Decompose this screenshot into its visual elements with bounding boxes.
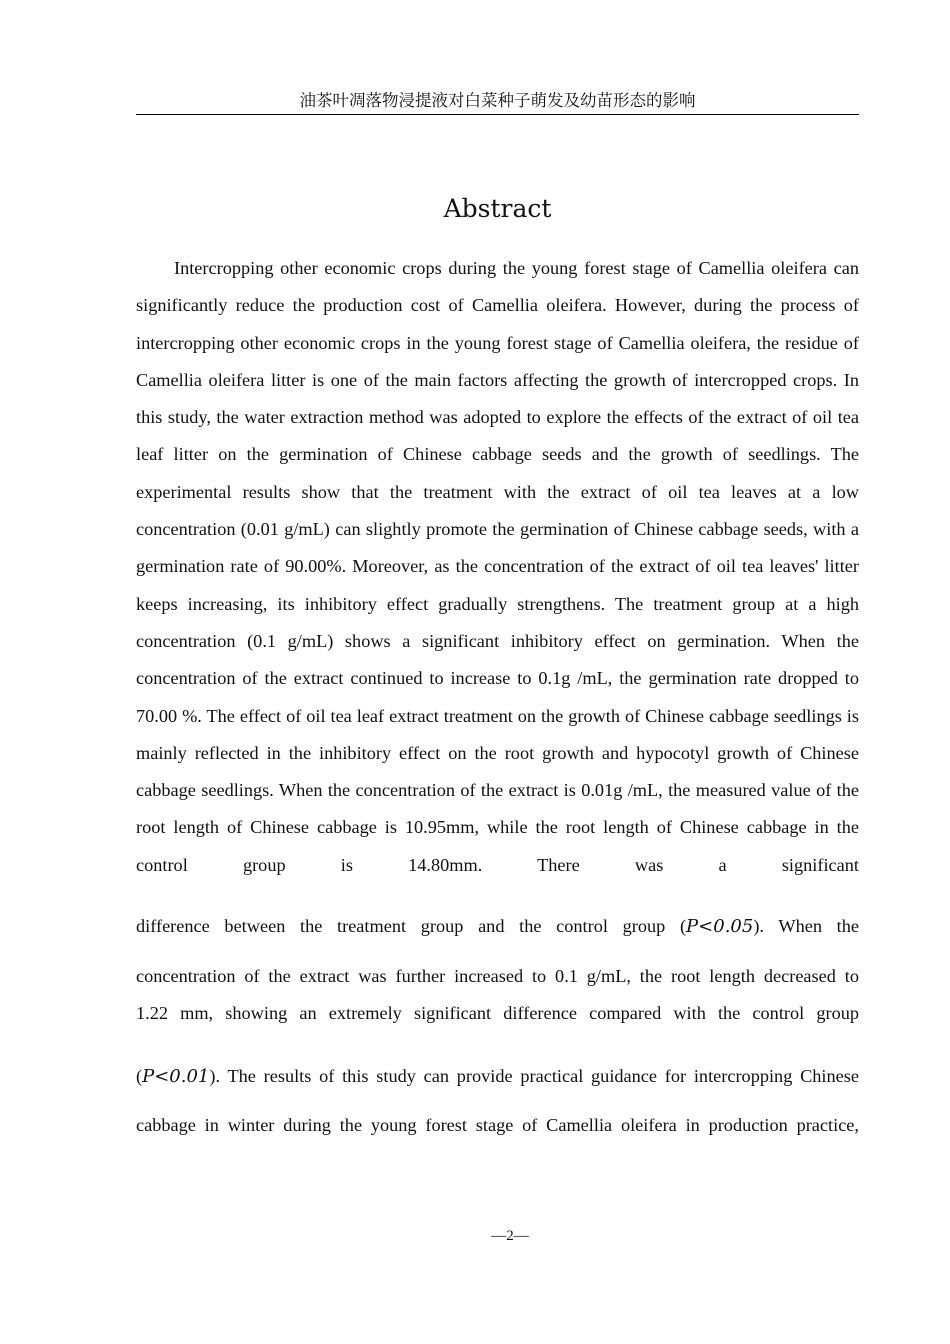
section-title: Abstract — [443, 194, 552, 223]
p-value: P<0.01 — [142, 1066, 210, 1087]
abstract-text: ( — [136, 1066, 143, 1086]
abstract-line: concentration of the extract was further increased to 0.1 g/mL, the root length decreased to — [136, 966, 859, 986]
abstract-line: 1.22 mm, showing an extremely significant difference compared with the control group — [136, 1003, 859, 1023]
running-header: 油茶叶凋落物浸提液对白菜种子萌发及幼苗形态的影响 — [136, 90, 859, 115]
abstract-text: ). When the — [753, 916, 859, 936]
abstract-paragraph: Intercropping other economic crops during the young forest stage of Camellia oleifera can significantly reduce the production cost of Camellia oleifera. However, during the process of intercropping other economic crops in the young forest stage of Camellia oleifera, the residue of Camellia oleifera litter is one of the main factors affecting the growth of intercropped crops. In this study, the water extraction method was adopted to explore the effects of the extract of oil tea leaf litter on the germination of Chinese cabbage seeds and the growth of seedlings. The experimental results show that the treatment with the extract of oil tea leaves at a low concentration (0.01 g/mL) can slightly promote the germination of Chinese cabbage seeds, with a germination rate of 90.00%. Moreover, as the concentration of the extract of oil tea leaves' litter keeps increasing, its inhibitory effect gradually strengthens. The treatment group at a high concentration (0.1 g/mL) shows a significant inhibitory effect on germination. When the concentration of the extract continued to increase to 0.1g /mL, the germination rate dropped to 70.00 %. The effect of oil tea leaf extract treatment on the growth of Chinese cabbage seedlings is mainly reflected in the inhibitory effect on the root growth and hypocotyl growth of Chinese cabbage seedlings. When the concentration of the extract is 0.01g /mL, the measured value of the root length of Chinese cabbage is 10.95mm, while the root length of Chinese cabbage in the control group is 14.80mm. There was a significant — [136, 258, 859, 875]
abstract-text: difference between the treatment group and the control group ( — [136, 916, 687, 936]
abstract-text: ). The results of this study can provide practical guidance for intercropping Chinese — [209, 1066, 859, 1086]
page-number: —2— — [491, 1228, 529, 1244]
p-value: P<0.05 — [686, 916, 754, 937]
abstract-line: cabbage in winter during the young forest stage of Camellia oleifera in production practice, — [136, 1115, 859, 1135]
abstract-line — [136, 911, 859, 942]
abstract-line — [136, 1061, 859, 1092]
